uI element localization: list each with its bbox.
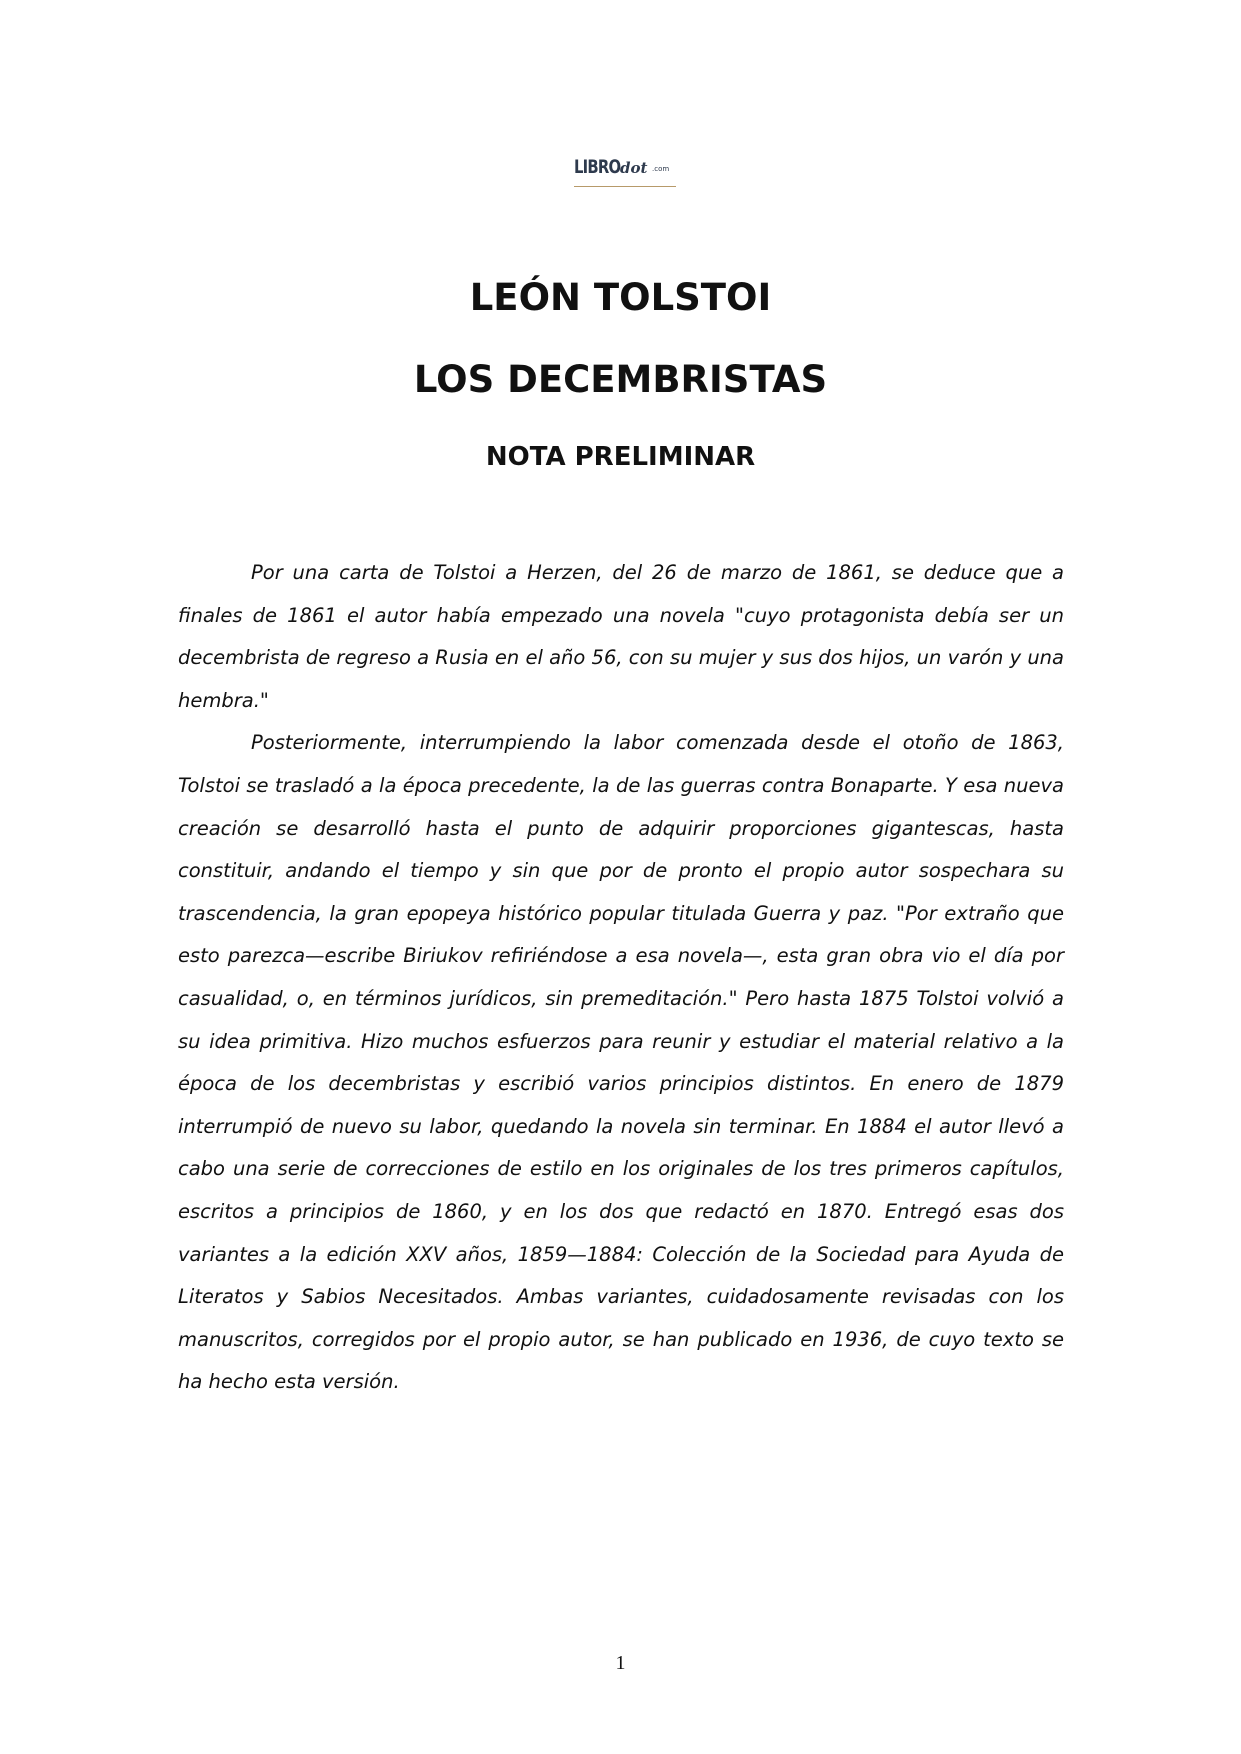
logo-brand-text: LIBRO: [574, 156, 621, 178]
section-heading: NOTA PRELIMINAR: [485, 442, 756, 472]
author-heading: LEÓN TOLSTOI: [469, 276, 772, 319]
librodot-logo: [574, 154, 678, 190]
book-title: LOS DECEMBRISTAS: [413, 358, 828, 401]
paragraph: Por una carta de Tolstoi a Herzen, del 26 de marzo de 1861, se deduce que a finales de 1861 el autor había empezado una novela "cuyo protagonista debía ser un decembrista de regreso a Rusia en el año 56, con su mujer y sus dos hijos, un varón y una hembra.": [178, 561, 1064, 712]
logo-suffix-text: .com: [652, 165, 670, 173]
logo-underline: [574, 186, 676, 187]
logo-dot-text: dot: [620, 159, 648, 177]
body-text: [178, 552, 1064, 1404]
paragraph: Posteriormente, interrumpiendo la labor comenzada desde el otoño de 1863, Tolstoi se trasladó a la época precedente, la de las guerras contra Bonaparte. Y esa nueva creación se desarrolló hasta el punto de adquirir proporciones gigantescas, hasta constituir, andando el tiempo y sin que por de pronto el propio autor sospechara su trascendencia, la gran epopeya histórico popular titulada Guerra y paz. "Por extraño que esto parezca—escribe Biriukov refiriéndose a esa novela—, esta gran obra vio el día por casualidad, o, en términos jurídicos, sin premeditación." Pero hasta 1875 Tolstoi volvió a su idea primitiva. Hizo muchos esfuerzos para reunir y estudiar el material relativo a la época de los decembristas y escribió varios principios distintos. En enero de 1879 interrumpió de nuevo su labor, quedando la novela sin terminar. En 1884 el autor llevó a cabo una serie de correcciones de estilo en los originales de los tres primeros capítulos, escritos a principios de 1860, y en los dos que redactó en 1870. Entregó esas dos variantes a la edición XXV años, 1859—1884: Colección de la Sociedad para Ayuda de Literatos y Sabios Necesitados. Ambas variantes, cuidadosamente revisadas con los manuscritos, corregidos por el propio autor, se han publicado en 1936, de cuyo texto se ha hecho esta versión.: [178, 731, 1064, 1394]
page-number: 1: [615, 1652, 626, 1674]
